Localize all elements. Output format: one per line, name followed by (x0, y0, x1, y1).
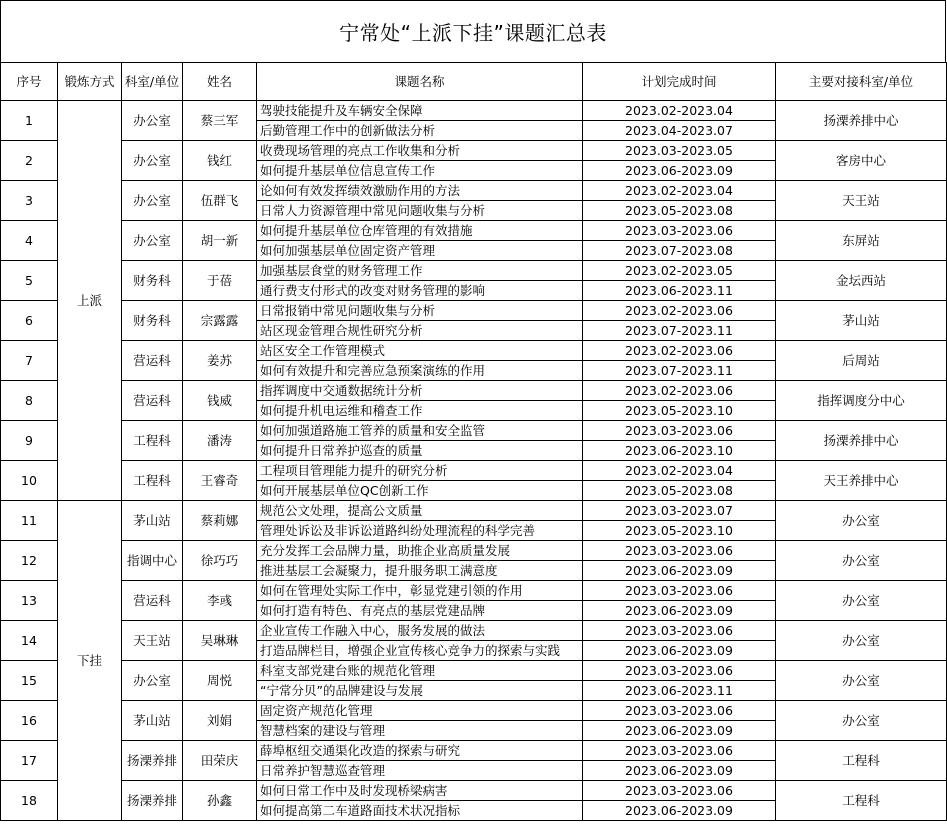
planned-time-cell: 2023.07-2023.11 (583, 321, 776, 341)
planned-time-cell: 2023.03-2023.06 (583, 581, 776, 601)
table-header (1, 63, 947, 101)
topic-cell: 固定资产规范化管理 (257, 701, 583, 721)
person-name-cell: 刘娟 (183, 701, 257, 741)
planned-time-cell: 2023.02-2023.06 (583, 381, 776, 401)
person-name-cell: 周悦 (183, 661, 257, 701)
row-index: 4 (1, 221, 58, 261)
header-method: 锻炼方式 (58, 63, 122, 101)
planned-time-cell: 2023.02-2023.04 (583, 181, 776, 201)
planned-time-cell: 2023.06-2023.10 (583, 441, 776, 461)
table-row (1, 141, 947, 161)
department-cell: 办公室 (122, 221, 183, 261)
table-row (1, 341, 947, 361)
row-index: 13 (1, 581, 58, 621)
table-row (1, 781, 947, 801)
table-row (1, 221, 947, 241)
planned-time-cell: 2023.05-2023.10 (583, 521, 776, 541)
planned-time-cell: 2023.06-2023.11 (583, 681, 776, 701)
planned-time-cell: 2023.03-2023.06 (583, 221, 776, 241)
method-cell: 下挂 (58, 501, 122, 821)
department-cell: 财务科 (122, 261, 183, 301)
topic-cell: 如何有效提升和完善应急预案演练的作用 (257, 361, 583, 381)
topic-cell: 站区安全工作管理模式 (257, 341, 583, 361)
planned-time-cell: 2023.03-2023.06 (583, 621, 776, 641)
department-cell: 办公室 (122, 661, 183, 701)
person-name-cell: 宗露露 (183, 301, 257, 341)
row-index: 8 (1, 381, 58, 421)
contact-unit-cell: 扬溧养排中心 (776, 101, 947, 141)
topic-cell: 科室支部党建台账的规范化管理 (257, 661, 583, 681)
row-index: 1 (1, 101, 58, 141)
table-row (1, 661, 947, 681)
row-index: 18 (1, 781, 58, 821)
planned-time-cell: 2023.06-2023.09 (583, 601, 776, 621)
row-index: 7 (1, 341, 58, 381)
planned-time-cell: 2023.06-2023.09 (583, 641, 776, 661)
header-row (1, 63, 947, 101)
contact-unit-cell: 东屏站 (776, 221, 947, 261)
contact-unit-cell: 办公室 (776, 661, 947, 701)
planned-time-cell: 2023.05-2023.08 (583, 201, 776, 221)
topic-cell: 如何打造有特色、有亮点的基层党建品牌 (257, 601, 583, 621)
table-row (1, 381, 947, 401)
row-index: 9 (1, 421, 58, 461)
table-row (1, 741, 947, 761)
topic-cell: 智慧档案的建设与管理 (257, 721, 583, 741)
table-row (1, 621, 947, 641)
header-topic: 课题名称 (257, 63, 583, 101)
department-cell: 财务科 (122, 301, 183, 341)
contact-unit-cell: 办公室 (776, 621, 947, 661)
topic-cell: 如何加强道路施工管养的质量和安全监管 (257, 421, 583, 441)
department-cell: 营运科 (122, 381, 183, 421)
department-cell: 工程科 (122, 461, 183, 501)
person-name-cell: 潘涛 (183, 421, 257, 461)
department-cell: 工程科 (122, 421, 183, 461)
row-index: 10 (1, 461, 58, 501)
contact-unit-cell: 扬溧养排中心 (776, 421, 947, 461)
topic-cell: 薛埠枢纽交通渠化改造的探索与研究 (257, 741, 583, 761)
table-row (1, 701, 947, 721)
topic-cell: 如何加强基层单位固定资产管理 (257, 241, 583, 261)
planned-time-cell: 2023.03-2023.07 (583, 501, 776, 521)
person-name-cell: 吴琳琳 (183, 621, 257, 661)
planned-time-cell: 2023.04-2023.07 (583, 121, 776, 141)
topic-cell: 如何日常工作中及时发现桥梁病害 (257, 781, 583, 801)
topic-cell: 指挥调度中交通数据统计分析 (257, 381, 583, 401)
person-name-cell: 王睿奇 (183, 461, 257, 501)
department-cell: 天王站 (122, 621, 183, 661)
contact-unit-cell: 办公室 (776, 701, 947, 741)
row-index: 17 (1, 741, 58, 781)
contact-unit-cell: 办公室 (776, 501, 947, 541)
table-row (1, 501, 947, 521)
contact-unit-cell: 指挥调度分中心 (776, 381, 947, 421)
planned-time-cell: 2023.02-2023.06 (583, 301, 776, 321)
planned-time-cell: 2023.07-2023.08 (583, 241, 776, 261)
topic-cell: 论如何有效发挥绩效激励作用的方法 (257, 181, 583, 201)
table-title: 宁常处“上派下挂”课题汇总表 (0, 0, 946, 62)
table-row (1, 261, 947, 281)
row-index: 14 (1, 621, 58, 661)
topic-cell: 日常养护智慧巡查管理 (257, 761, 583, 781)
contact-unit-cell: 工程科 (776, 741, 947, 781)
header-contact-unit: 主要对接科室/单位 (776, 63, 947, 101)
person-name-cell: 蔡三军 (183, 101, 257, 141)
department-cell: 办公室 (122, 181, 183, 221)
header-department: 科室/单位 (122, 63, 183, 101)
topic-cell: 如何提升机电运维和稽查工作 (257, 401, 583, 421)
planned-time-cell: 2023.02-2023.04 (583, 461, 776, 481)
row-index: 5 (1, 261, 58, 301)
topic-cell: 工程项目管理能力提升的研究分析 (257, 461, 583, 481)
topic-cell: 日常人力资源管理中常见问题收集与分析 (257, 201, 583, 221)
method-cell: 上派 (58, 101, 122, 501)
table-row (1, 461, 947, 481)
person-name-cell: 孙鑫 (183, 781, 257, 821)
topic-cell: 如何提高第二车道路面技术状况指标 (257, 801, 583, 821)
contact-unit-cell: 天王站 (776, 181, 947, 221)
planned-time-cell: 2023.03-2023.06 (583, 781, 776, 801)
row-index: 16 (1, 701, 58, 741)
topic-cell: 充分发挥工会品牌力量，助推企业高质量发展 (257, 541, 583, 561)
planned-time-cell: 2023.03-2023.06 (583, 701, 776, 721)
topic-cell: 加强基层食堂的财务管理工作 (257, 261, 583, 281)
planned-time-cell: 2023.03-2023.06 (583, 661, 776, 681)
topic-cell: 驾驶技能提升及车辆安全保障 (257, 101, 583, 121)
row-index: 12 (1, 541, 58, 581)
topic-cell: 如何提升基层单位仓库管理的有效措施 (257, 221, 583, 241)
planned-time-cell: 2023.06-2023.09 (583, 761, 776, 781)
table-row (1, 421, 947, 441)
person-name-cell: 姜苏 (183, 341, 257, 381)
department-cell: 营运科 (122, 341, 183, 381)
table-row (1, 301, 947, 321)
topic-cell: 如何提升基层单位信息宣传工作 (257, 161, 583, 181)
department-cell: 扬溧养排 (122, 741, 183, 781)
contact-unit-cell: 办公室 (776, 581, 947, 621)
department-cell: 办公室 (122, 141, 183, 181)
contact-unit-cell: 后周站 (776, 341, 947, 381)
planned-time-cell: 2023.02-2023.05 (583, 261, 776, 281)
topic-cell: 企业宣传工作融入中心，服务发展的做法 (257, 621, 583, 641)
planned-time-cell: 2023.06-2023.09 (583, 561, 776, 581)
row-index: 3 (1, 181, 58, 221)
planned-time-cell: 2023.07-2023.11 (583, 361, 776, 381)
person-name-cell: 李彧 (183, 581, 257, 621)
department-cell: 扬溧养排 (122, 781, 183, 821)
planned-time-cell: 2023.02-2023.04 (583, 101, 776, 121)
department-cell: 办公室 (122, 101, 183, 141)
person-name-cell: 钱红 (183, 141, 257, 181)
department-cell: 营运科 (122, 581, 183, 621)
planned-time-cell: 2023.06-2023.09 (583, 161, 776, 181)
planned-time-cell: 2023.02-2023.06 (583, 341, 776, 361)
planned-time-cell: 2023.03-2023.06 (583, 421, 776, 441)
topic-cell: 日常报销中常见问题收集与分析 (257, 301, 583, 321)
planned-time-cell: 2023.05-2023.10 (583, 401, 776, 421)
table-row (1, 581, 947, 601)
table-row (1, 101, 947, 121)
row-index: 15 (1, 661, 58, 701)
row-index: 11 (1, 501, 58, 541)
row-index: 2 (1, 141, 58, 181)
table-row (1, 181, 947, 201)
topic-cell: “宁常分贝”的品牌建设与发展 (257, 681, 583, 701)
topic-cell: 规范公文处理，提高公文质量 (257, 501, 583, 521)
topic-cell: 站区现金管理合规性研究分析 (257, 321, 583, 341)
topic-cell: 如何在管理处实际工作中，彰显党建引领的作用 (257, 581, 583, 601)
contact-unit-cell: 工程科 (776, 781, 947, 821)
contact-unit-cell: 天王养排中心 (776, 461, 947, 501)
contact-unit-cell: 办公室 (776, 541, 947, 581)
topic-cell: 推进基层工会凝聚力，提升服务职工满意度 (257, 561, 583, 581)
table-body (1, 101, 947, 821)
department-cell: 茅山站 (122, 701, 183, 741)
header-name: 姓名 (183, 63, 257, 101)
topic-cell: 如何提升日常养护巡查的质量 (257, 441, 583, 461)
person-name-cell: 徐巧巧 (183, 541, 257, 581)
topic-cell: 后勤管理工作中的创新做法分析 (257, 121, 583, 141)
person-name-cell: 田荣庆 (183, 741, 257, 781)
topic-cell: 收费现场管理的亮点工作收集和分析 (257, 141, 583, 161)
person-name-cell: 蔡莉娜 (183, 501, 257, 541)
topic-cell: 打造品牌栏目，增强企业宣传核心竞争力的探索与实践 (257, 641, 583, 661)
person-name-cell: 伍群飞 (183, 181, 257, 221)
planned-time-cell: 2023.03-2023.06 (583, 541, 776, 561)
contact-unit-cell: 茅山站 (776, 301, 947, 341)
planned-time-cell: 2023.06-2023.09 (583, 721, 776, 741)
person-name-cell: 钱威 (183, 381, 257, 421)
planned-time-cell: 2023.03-2023.05 (583, 141, 776, 161)
person-name-cell: 于蓓 (183, 261, 257, 301)
topic-summary-table (0, 62, 947, 821)
department-cell: 茅山站 (122, 501, 183, 541)
topic-cell: 通行费支付形式的改变对财务管理的影响 (257, 281, 583, 301)
department-cell: 指调中心 (122, 541, 183, 581)
topic-cell: 管理处诉讼及非诉讼道路纠纷处理流程的科学完善 (257, 521, 583, 541)
planned-time-cell: 2023.05-2023.08 (583, 481, 776, 501)
planned-time-cell: 2023.06-2023.11 (583, 281, 776, 301)
contact-unit-cell: 客房中心 (776, 141, 947, 181)
person-name-cell: 胡一新 (183, 221, 257, 261)
planned-time-cell: 2023.06-2023.09 (583, 801, 776, 821)
header-index: 序号 (1, 63, 58, 101)
row-index: 6 (1, 301, 58, 341)
contact-unit-cell: 金坛西站 (776, 261, 947, 301)
table-row (1, 541, 947, 561)
header-planned-time: 计划完成时间 (583, 63, 776, 101)
topic-cell: 如何开展基层单位QC创新工作 (257, 481, 583, 501)
planned-time-cell: 2023.03-2023.06 (583, 741, 776, 761)
